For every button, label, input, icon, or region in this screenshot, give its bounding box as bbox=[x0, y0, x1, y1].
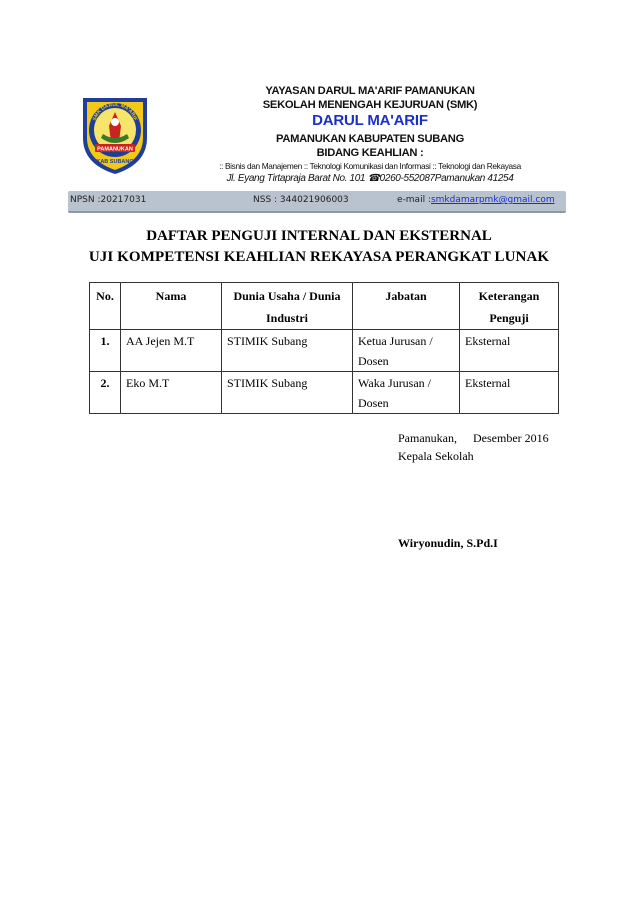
school-location: PAMANUKAN KABUPATEN SUBANG bbox=[276, 133, 464, 145]
school-logo bbox=[77, 92, 153, 176]
expertise-fields: :: Bisnis dan Manajemen :: Teknologi Komunikasi dan Informasi :: Teknologi dan Rekayasa bbox=[219, 161, 521, 171]
cell-keterangan: Eksternal bbox=[460, 372, 559, 414]
cell-dunia: STIMIK Subang bbox=[222, 372, 353, 414]
document-subtitle: UJI KOMPETENSI KEAHLIAN REKAYASA PERANGKAT LUNAK bbox=[88, 249, 550, 265]
document-title: DAFTAR PENGUJI INTERNAL DAN EKSTERNAL bbox=[146, 228, 492, 244]
cell-dunia: STIMIK Subang bbox=[222, 330, 353, 372]
cell-keterangan: Eksternal bbox=[460, 330, 559, 372]
cell-nama: Eko M.T bbox=[121, 372, 222, 414]
cell-no: 1. bbox=[90, 330, 121, 372]
svg-text:PAMANUKAN: PAMANUKAN bbox=[97, 146, 133, 153]
school-name: DARUL MA'ARIF bbox=[312, 112, 428, 129]
header-jabatan: Jabatan bbox=[353, 283, 460, 330]
email-block bbox=[397, 195, 555, 205]
email-label: e-mail : bbox=[397, 195, 431, 205]
table-row bbox=[90, 372, 559, 414]
signature-date: Desember 2016 bbox=[473, 431, 549, 445]
cell-no: 2. bbox=[90, 372, 121, 414]
signature-role: Kepala Sekolah bbox=[398, 449, 474, 463]
nss-text: NSS : 344021906003 bbox=[253, 195, 349, 205]
school-info-bar bbox=[68, 191, 566, 213]
table-header-row bbox=[90, 283, 559, 330]
header-keterangan: Keterangan Penguji bbox=[460, 283, 559, 330]
cell-jabatan: Waka Jurusan / Dosen bbox=[353, 372, 460, 414]
signatory-name: Wiryonudin, S.Pd.I bbox=[398, 536, 498, 550]
signature-place: Pamanukan, bbox=[398, 431, 457, 445]
signature-place-date bbox=[398, 431, 549, 446]
svg-text:SMK DARUL MA'ARIF: SMK DARUL MA'ARIF bbox=[91, 101, 139, 122]
school-address: Jl. Eyang Tirtapraja Barat No. 101 ☎0260-552087Pamanukan 41254 bbox=[226, 173, 514, 184]
table-row bbox=[90, 330, 559, 372]
header-dunia: Dunia Usaha / Dunia Industri bbox=[222, 283, 353, 330]
email-link[interactable]: smkdamarpmk@gmail.com bbox=[430, 195, 555, 205]
examiner-table bbox=[89, 282, 559, 414]
school-type: SEKOLAH MENENGAH KEJURUAN (SMK) bbox=[262, 99, 478, 111]
expertise-heading: BIDANG KEAHLIAN : bbox=[316, 147, 424, 159]
header-no: No. bbox=[90, 283, 121, 330]
header-nama: Nama bbox=[121, 283, 222, 330]
cell-jabatan: Ketua Jurusan / Dosen bbox=[353, 330, 460, 372]
foundation-name: YAYASAN DARUL MA'ARIF PAMANUKAN bbox=[265, 85, 475, 97]
cell-nama: AA Jejen M.T bbox=[121, 330, 222, 372]
npsn-text: NPSN :20217031 bbox=[70, 195, 147, 205]
svg-text:KAB SUBANG: KAB SUBANG bbox=[96, 159, 134, 165]
